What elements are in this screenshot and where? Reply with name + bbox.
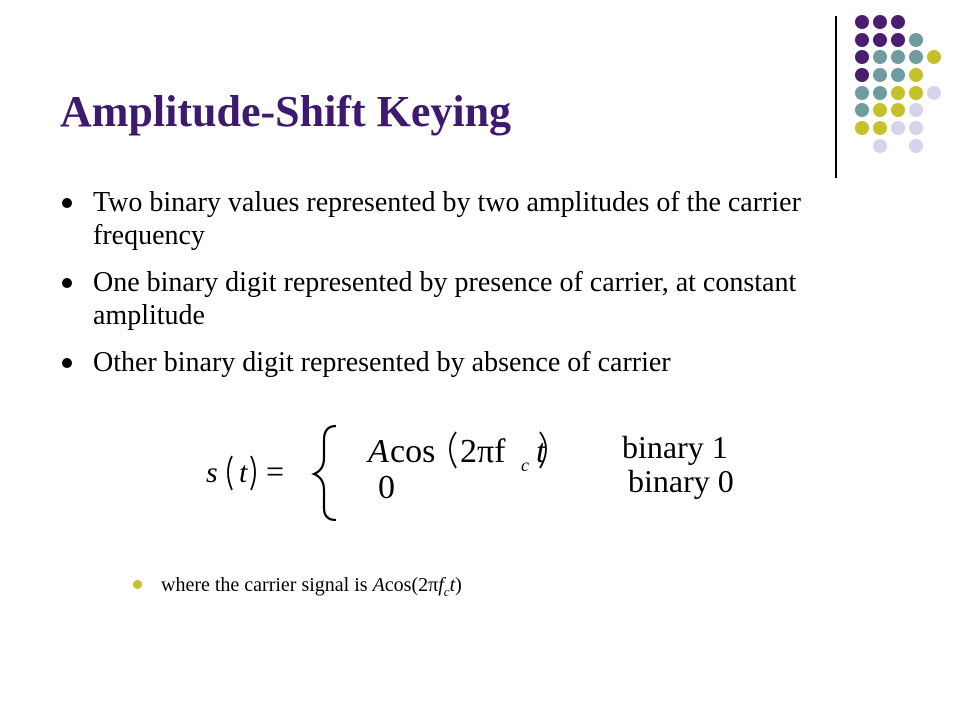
dot-row-1: [855, 15, 905, 29]
dot-row-8: [873, 139, 923, 153]
bullet-list: [60, 186, 890, 393]
dot-olive: [891, 86, 905, 100]
dot-row-3: [855, 50, 941, 64]
dot-olive: [927, 50, 941, 64]
formula-case2-label: binary 0: [628, 463, 734, 499]
bullet-dot-icon: [62, 198, 72, 208]
dot-teal: [873, 68, 887, 82]
formula-case1-label: binary 1: [622, 429, 728, 465]
sub-bullet-item: [133, 572, 462, 605]
dot-purple: [873, 33, 887, 47]
dot-lavender: [891, 121, 905, 135]
formula-equals: =: [266, 453, 285, 489]
formula-case1-lparen: [450, 432, 456, 468]
formula-case1-A: A: [368, 433, 389, 470]
bullet-item: [60, 186, 890, 252]
sub-bullet-t: t: [449, 574, 456, 596]
dot-olive: [855, 121, 869, 135]
dot-teal: [855, 86, 869, 100]
dot-purple: [873, 15, 887, 29]
bullet-text: Two binary values represented by two amplitudes of the carrier frequency: [93, 187, 801, 251]
formula-brace: [314, 426, 336, 520]
bullet-dot-icon: [62, 278, 72, 288]
dot-purple: [891, 33, 905, 47]
bullet-item: [60, 346, 890, 379]
dot-teal: [891, 68, 905, 82]
dot-row-2: [855, 33, 923, 47]
dot-olive: [909, 68, 923, 82]
dot-teal: [909, 33, 923, 47]
formula-case1-arg: 2πf: [460, 433, 506, 470]
dot-purple: [855, 15, 869, 29]
dot-teal: [873, 86, 887, 100]
dot-olive: [873, 103, 887, 117]
dot-purple: [891, 15, 905, 29]
sub-bullet-dot-icon: [133, 580, 142, 589]
dot-lavender: [909, 139, 923, 153]
sub-bullet-prefix: where the carrier signal is: [161, 574, 373, 596]
dot-teal: [891, 50, 905, 64]
dot-row-7: [855, 121, 923, 135]
sub-bullet-cos: cos(2π: [384, 574, 439, 596]
dot-row-5: [855, 86, 941, 100]
bullet-item: [60, 266, 890, 332]
formula-lhs-fn: s: [206, 456, 218, 489]
dot-lavender: [873, 139, 887, 153]
formula-case1-t: t: [536, 433, 546, 470]
dot-lavender: [927, 86, 941, 100]
dot-olive: [873, 121, 887, 135]
dot-purple: [855, 33, 869, 47]
ask-formula: [200, 418, 780, 528]
sub-bullet-c: c: [443, 584, 450, 599]
sub-bullet-A: A: [372, 574, 385, 596]
dot-olive: [891, 103, 905, 117]
sub-bullet-close: ): [455, 574, 462, 596]
formula-case1-cos: cos: [390, 433, 436, 470]
formula-left-paren: [228, 456, 232, 490]
dot-olive: [909, 86, 923, 100]
slide-title: Amplitude-Shift Keying: [60, 87, 512, 136]
sub-bullet-f: f: [438, 574, 444, 596]
bullet-text: One binary digit represented by presence of carrier, at constant amplitude: [93, 267, 797, 331]
dot-teal: [873, 50, 887, 64]
formula-right-paren: [251, 456, 255, 490]
formula-case1-sub: c: [521, 455, 529, 475]
dot-purple: [855, 50, 869, 64]
dot-lavender: [909, 121, 923, 135]
formula-lhs-var: t: [239, 456, 248, 489]
bullet-dot-icon: [62, 358, 72, 368]
dot-row-4: [855, 68, 923, 82]
dot-teal: [855, 103, 869, 117]
dot-row-6: [855, 103, 923, 117]
dot-lavender: [909, 103, 923, 117]
bullet-text: Other binary digit represented by absence of carrier: [93, 347, 671, 378]
vertical-divider: [835, 16, 837, 178]
dot-teal: [909, 50, 923, 64]
formula-case2-expr: 0: [378, 469, 395, 506]
dot-purple: [855, 68, 869, 82]
